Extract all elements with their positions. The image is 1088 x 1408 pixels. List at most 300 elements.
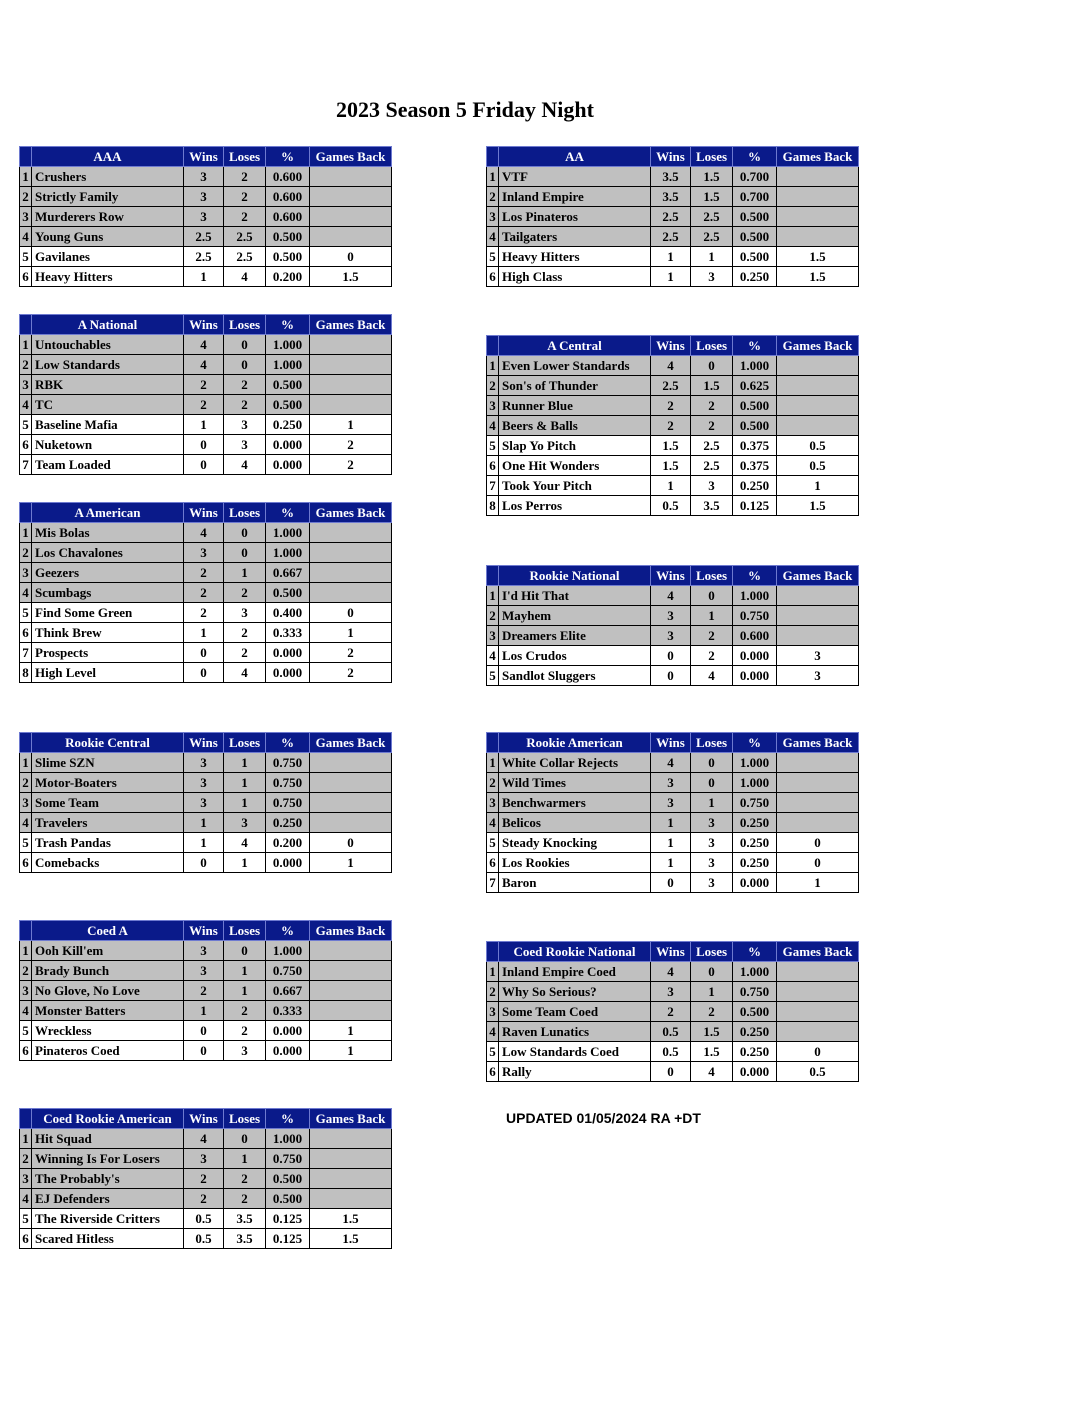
rank-cell: 2 (487, 376, 499, 396)
wins-cell: 1 (184, 813, 224, 833)
wins-cell: 0.5 (651, 496, 691, 516)
loses-cell: 2 (224, 187, 266, 207)
loses-cell: 2.5 (224, 247, 266, 267)
team-name-cell: Baron (499, 873, 651, 893)
rank-cell: 3 (20, 563, 32, 583)
standings-table-a-national (19, 314, 392, 475)
rank-header (487, 566, 499, 586)
rank-cell: 1 (487, 167, 499, 187)
games-back-cell (777, 167, 859, 187)
loses-cell: 3.5 (224, 1209, 266, 1229)
team-name-cell: One Hit Wonders (499, 456, 651, 476)
wins-cell: 3.5 (651, 167, 691, 187)
pct-cell: 0.600 (266, 167, 310, 187)
pct-cell: 0.500 (733, 247, 777, 267)
table-header-row (20, 315, 392, 335)
loses-cell: 2 (691, 626, 733, 646)
rank-cell: 5 (487, 833, 499, 853)
team-name-cell: Strictly Family (32, 187, 184, 207)
wins-cell: 1 (184, 415, 224, 435)
loses-cell: 1.5 (691, 376, 733, 396)
games-back-cell (777, 773, 859, 793)
wins-cell: 2.5 (184, 227, 224, 247)
pct-cell: 0.700 (733, 167, 777, 187)
pct-cell: 0.667 (266, 981, 310, 1001)
games-back-header: Games Back (777, 566, 859, 586)
wins-cell: 3 (651, 606, 691, 626)
wins-header: Wins (184, 921, 224, 941)
team-name-cell: Crushers (32, 167, 184, 187)
rank-cell: 7 (20, 455, 32, 475)
games-back-cell: 3 (777, 646, 859, 666)
wins-cell: 2 (651, 416, 691, 436)
table-row (20, 1001, 392, 1021)
rank-cell: 6 (487, 456, 499, 476)
pct-cell: 1.000 (266, 941, 310, 961)
games-back-cell (777, 376, 859, 396)
games-back-cell (310, 1129, 392, 1149)
pct-cell: 0.000 (733, 873, 777, 893)
table-row (20, 375, 392, 395)
pct-cell: 0.750 (266, 773, 310, 793)
pct-cell: 0.250 (733, 476, 777, 496)
team-name-cell: Sandlot Sluggers (499, 666, 651, 686)
games-back-cell (777, 207, 859, 227)
games-back-cell (310, 753, 392, 773)
team-name-cell: Wild Times (499, 773, 651, 793)
rank-cell: 2 (20, 187, 32, 207)
loses-cell: 0 (691, 753, 733, 773)
pct-cell: 0.200 (266, 833, 310, 853)
rank-cell: 8 (20, 663, 32, 683)
wins-cell: 3 (651, 773, 691, 793)
loses-cell: 1 (691, 982, 733, 1002)
games-back-cell: 1 (310, 415, 392, 435)
team-name-cell: Wreckless (32, 1021, 184, 1041)
wins-cell: 1 (651, 833, 691, 853)
games-back-cell: 1 (310, 1041, 392, 1061)
table-row (20, 227, 392, 247)
pct-cell: 0.125 (266, 1209, 310, 1229)
pct-cell: 1.000 (266, 1129, 310, 1149)
loses-cell: 0 (691, 773, 733, 793)
team-name-cell: Trash Pandas (32, 833, 184, 853)
wins-cell: 2 (184, 395, 224, 415)
loses-cell: 1 (224, 853, 266, 873)
loses-header: Loses (224, 733, 266, 753)
loses-cell: 4 (224, 833, 266, 853)
rank-cell: 1 (20, 1129, 32, 1149)
pct-cell: 0.500 (266, 583, 310, 603)
wins-cell: 0 (651, 646, 691, 666)
rank-cell: 1 (20, 335, 32, 355)
games-back-cell (310, 395, 392, 415)
table-row (20, 1189, 392, 1209)
rank-header (487, 733, 499, 753)
team-name-cell: Comebacks (32, 853, 184, 873)
rank-cell: 2 (487, 187, 499, 207)
wins-cell: 2 (184, 375, 224, 395)
team-name-cell: Prospects (32, 643, 184, 663)
team-name-cell: Brady Bunch (32, 961, 184, 981)
table-row (20, 435, 392, 455)
rank-cell: 4 (20, 1189, 32, 1209)
rank-cell: 2 (487, 773, 499, 793)
pct-cell: 0.500 (266, 395, 310, 415)
loses-cell: 3 (224, 813, 266, 833)
table-row (487, 962, 859, 982)
pct-cell: 0.600 (733, 626, 777, 646)
rank-cell: 2 (20, 543, 32, 563)
wins-cell: 4 (651, 753, 691, 773)
games-back-cell (310, 981, 392, 1001)
team-name-cell: Some Team (32, 793, 184, 813)
rank-cell: 4 (20, 227, 32, 247)
wins-cell: 1 (184, 1001, 224, 1021)
loses-cell: 2 (224, 643, 266, 663)
loses-cell: 3 (224, 603, 266, 623)
table-row (487, 982, 859, 1002)
pct-cell: 0.250 (266, 813, 310, 833)
pct-cell: 0.500 (733, 416, 777, 436)
pct-cell: 0.500 (733, 207, 777, 227)
team-name-cell: TC (32, 395, 184, 415)
loses-header: Loses (691, 566, 733, 586)
pct-cell: 0.125 (266, 1229, 310, 1249)
wins-cell: 1 (651, 853, 691, 873)
pct-header: % (266, 733, 310, 753)
games-back-cell (310, 227, 392, 247)
table-header-row (487, 942, 859, 962)
wins-header: Wins (184, 503, 224, 523)
games-back-cell: 1.5 (777, 247, 859, 267)
games-back-header: Games Back (777, 733, 859, 753)
team-name-cell: The Riverside Critters (32, 1209, 184, 1229)
rank-cell: 7 (487, 476, 499, 496)
team-name-cell: Baseline Mafia (32, 415, 184, 435)
games-back-cell: 0 (310, 603, 392, 623)
games-back-cell (310, 355, 392, 375)
team-name-cell: RBK (32, 375, 184, 395)
table-row (487, 247, 859, 267)
loses-cell: 1 (224, 563, 266, 583)
table-row (20, 1169, 392, 1189)
pct-cell: 1.000 (733, 356, 777, 376)
pct-cell: 0.250 (733, 853, 777, 873)
rank-header (20, 315, 32, 335)
table-row (487, 416, 859, 436)
rank-cell: 4 (20, 395, 32, 415)
table-row (20, 455, 392, 475)
games-back-cell (310, 207, 392, 227)
games-back-cell: 1 (310, 853, 392, 873)
wins-cell: 3 (184, 207, 224, 227)
loses-cell: 1 (224, 793, 266, 813)
team-name-cell: Untouchables (32, 335, 184, 355)
games-back-cell (310, 1001, 392, 1021)
rank-cell: 1 (20, 523, 32, 543)
standings-table-a-central (486, 335, 859, 516)
wins-cell: 3 (184, 167, 224, 187)
team-name-cell: Heavy Hitters (499, 247, 651, 267)
wins-cell: 1 (651, 267, 691, 287)
loses-cell: 1.5 (691, 187, 733, 207)
rank-cell: 5 (487, 1042, 499, 1062)
rank-cell: 6 (487, 853, 499, 873)
pct-cell: 0.375 (733, 436, 777, 456)
pct-cell: 0.667 (266, 563, 310, 583)
loses-cell: 2.5 (224, 227, 266, 247)
rank-cell: 7 (487, 873, 499, 893)
loses-cell: 2 (224, 167, 266, 187)
pct-cell: 0.600 (266, 187, 310, 207)
wins-cell: 1 (184, 267, 224, 287)
team-name-cell: No Glove, No Love (32, 981, 184, 1001)
table-row (20, 415, 392, 435)
wins-header: Wins (651, 566, 691, 586)
rank-cell: 3 (487, 793, 499, 813)
loses-cell: 4 (691, 666, 733, 686)
games-back-cell (310, 1169, 392, 1189)
pct-header: % (733, 336, 777, 356)
loses-cell: 3 (691, 833, 733, 853)
table-row (487, 853, 859, 873)
team-name-cell: Pinateros Coed (32, 1041, 184, 1061)
table-row (20, 1229, 392, 1249)
wins-header: Wins (184, 315, 224, 335)
team-name-cell: Murderers Row (32, 207, 184, 227)
loses-cell: 2 (224, 1189, 266, 1209)
table-row (20, 961, 392, 981)
page-title: 2023 Season 5 Friday Night (336, 97, 594, 122)
loses-cell: 3 (691, 873, 733, 893)
loses-cell: 4 (224, 663, 266, 683)
team-name-cell: Hit Squad (32, 1129, 184, 1149)
wins-cell: 4 (184, 335, 224, 355)
table-row (487, 1002, 859, 1022)
table-row (20, 833, 392, 853)
pct-cell: 1.000 (266, 335, 310, 355)
standings-table-rookie-american (486, 732, 859, 893)
games-back-cell: 0 (310, 247, 392, 267)
rank-header (20, 921, 32, 941)
table-header-row (487, 147, 859, 167)
loses-header: Loses (691, 942, 733, 962)
games-back-cell (777, 753, 859, 773)
rank-cell: 4 (20, 1001, 32, 1021)
loses-header: Loses (224, 921, 266, 941)
pct-cell: 0.750 (733, 606, 777, 626)
division-name: Rookie Central (32, 733, 184, 753)
pct-header: % (733, 147, 777, 167)
games-back-cell: 1 (777, 873, 859, 893)
games-back-cell (310, 583, 392, 603)
loses-cell: 3 (691, 853, 733, 873)
pct-cell: 1.000 (733, 962, 777, 982)
table-row (20, 523, 392, 543)
games-back-header: Games Back (310, 147, 392, 167)
table-row (20, 1021, 392, 1041)
pct-cell: 1.000 (266, 543, 310, 563)
wins-cell: 4 (184, 1129, 224, 1149)
pct-cell: 0.250 (733, 1042, 777, 1062)
wins-header: Wins (184, 147, 224, 167)
pct-cell: 0.000 (266, 1021, 310, 1041)
rank-cell: 6 (20, 1229, 32, 1249)
loses-cell: 0 (224, 523, 266, 543)
wins-cell: 4 (651, 962, 691, 982)
division-name: A National (32, 315, 184, 335)
table-row (20, 395, 392, 415)
standings-table-rookie-central (19, 732, 392, 873)
standings-table-aa (486, 146, 859, 287)
team-name-cell: Ooh Kill'em (32, 941, 184, 961)
rank-cell: 3 (20, 1169, 32, 1189)
pct-cell: 0.500 (266, 1169, 310, 1189)
loses-cell: 3.5 (691, 496, 733, 516)
table-header-row (487, 733, 859, 753)
pct-cell: 0.500 (266, 247, 310, 267)
team-name-cell: Scared Hitless (32, 1229, 184, 1249)
games-back-cell (310, 543, 392, 563)
rank-cell: 3 (487, 396, 499, 416)
wins-cell: 2.5 (184, 247, 224, 267)
pct-cell: 0.250 (733, 813, 777, 833)
wins-cell: 3 (184, 941, 224, 961)
table-row (20, 813, 392, 833)
rank-cell: 3 (20, 793, 32, 813)
table-header-row (487, 336, 859, 356)
loses-cell: 2 (224, 207, 266, 227)
table-row (20, 793, 392, 813)
table-row (20, 623, 392, 643)
team-name-cell: Mis Bolas (32, 523, 184, 543)
games-back-cell (310, 961, 392, 981)
team-name-cell: High Level (32, 663, 184, 683)
wins-cell: 0.5 (651, 1042, 691, 1062)
table-header-row (20, 1109, 392, 1129)
table-header-row (20, 503, 392, 523)
table-row (20, 1209, 392, 1229)
rank-cell: 4 (487, 646, 499, 666)
wins-header: Wins (651, 147, 691, 167)
wins-cell: 3 (184, 961, 224, 981)
games-back-header: Games Back (310, 921, 392, 941)
pct-cell: 0.000 (266, 435, 310, 455)
loses-cell: 2 (224, 583, 266, 603)
loses-cell: 0 (224, 543, 266, 563)
pct-cell: 0.750 (733, 982, 777, 1002)
table-row (20, 267, 392, 287)
division-name: A American (32, 503, 184, 523)
pct-cell: 0.250 (266, 415, 310, 435)
team-name-cell: Inland Empire (499, 187, 651, 207)
loses-cell: 2 (224, 623, 266, 643)
team-name-cell: Benchwarmers (499, 793, 651, 813)
team-name-cell: Geezers (32, 563, 184, 583)
games-back-cell (310, 523, 392, 543)
loses-cell: 0 (691, 586, 733, 606)
table-row (20, 543, 392, 563)
wins-cell: 0 (184, 1041, 224, 1061)
loses-cell: 0 (224, 335, 266, 355)
division-name: Rookie American (499, 733, 651, 753)
wins-cell: 2 (651, 1002, 691, 1022)
pct-cell: 0.333 (266, 1001, 310, 1021)
wins-cell: 2.5 (651, 376, 691, 396)
team-name-cell: Raven Lunatics (499, 1022, 651, 1042)
pct-cell: 1.000 (733, 753, 777, 773)
division-name: Coed Rookie National (499, 942, 651, 962)
team-name-cell: Young Guns (32, 227, 184, 247)
rank-cell: 3 (20, 207, 32, 227)
rank-cell: 5 (20, 415, 32, 435)
loses-header: Loses (224, 147, 266, 167)
rank-cell: 1 (20, 167, 32, 187)
rank-cell: 4 (20, 813, 32, 833)
games-back-cell: 2 (310, 435, 392, 455)
wins-cell: 1.5 (651, 456, 691, 476)
table-row (20, 355, 392, 375)
loses-cell: 1 (691, 247, 733, 267)
loses-cell: 3 (691, 476, 733, 496)
pct-cell: 0.000 (266, 853, 310, 873)
table-row (487, 496, 859, 516)
team-name-cell: Team Loaded (32, 455, 184, 475)
pct-cell: 0.000 (733, 646, 777, 666)
games-back-cell (310, 793, 392, 813)
division-name: AA (499, 147, 651, 167)
pct-cell: 0.600 (266, 207, 310, 227)
loses-cell: 1 (224, 981, 266, 1001)
team-name-cell: White Collar Rejects (499, 753, 651, 773)
games-back-cell (310, 335, 392, 355)
wins-cell: 2 (184, 563, 224, 583)
wins-cell: 3.5 (651, 187, 691, 207)
table-header-row (20, 147, 392, 167)
games-back-cell: 1 (777, 476, 859, 496)
games-back-cell (777, 356, 859, 376)
table-row (20, 773, 392, 793)
pct-cell: 1.000 (733, 586, 777, 606)
team-name-cell: Nuketown (32, 435, 184, 455)
games-back-header: Games Back (777, 147, 859, 167)
loses-cell: 2 (691, 416, 733, 436)
table-row (20, 941, 392, 961)
wins-cell: 2 (184, 583, 224, 603)
games-back-cell (777, 962, 859, 982)
wins-header: Wins (651, 733, 691, 753)
rank-cell: 6 (20, 267, 32, 287)
games-back-header: Games Back (310, 733, 392, 753)
loses-cell: 4 (691, 1062, 733, 1082)
loses-header: Loses (224, 315, 266, 335)
table-row (20, 981, 392, 1001)
team-name-cell: Slime SZN (32, 753, 184, 773)
loses-cell: 2 (224, 395, 266, 415)
table-row (487, 267, 859, 287)
team-name-cell: Low Standards Coed (499, 1042, 651, 1062)
division-name: Coed A (32, 921, 184, 941)
pct-cell: 1.000 (733, 773, 777, 793)
table-row (20, 247, 392, 267)
games-back-cell: 2 (310, 663, 392, 683)
loses-header: Loses (691, 336, 733, 356)
pct-cell: 0.250 (733, 833, 777, 853)
rank-cell: 1 (20, 753, 32, 773)
rank-cell: 4 (487, 416, 499, 436)
pct-cell: 0.125 (733, 496, 777, 516)
